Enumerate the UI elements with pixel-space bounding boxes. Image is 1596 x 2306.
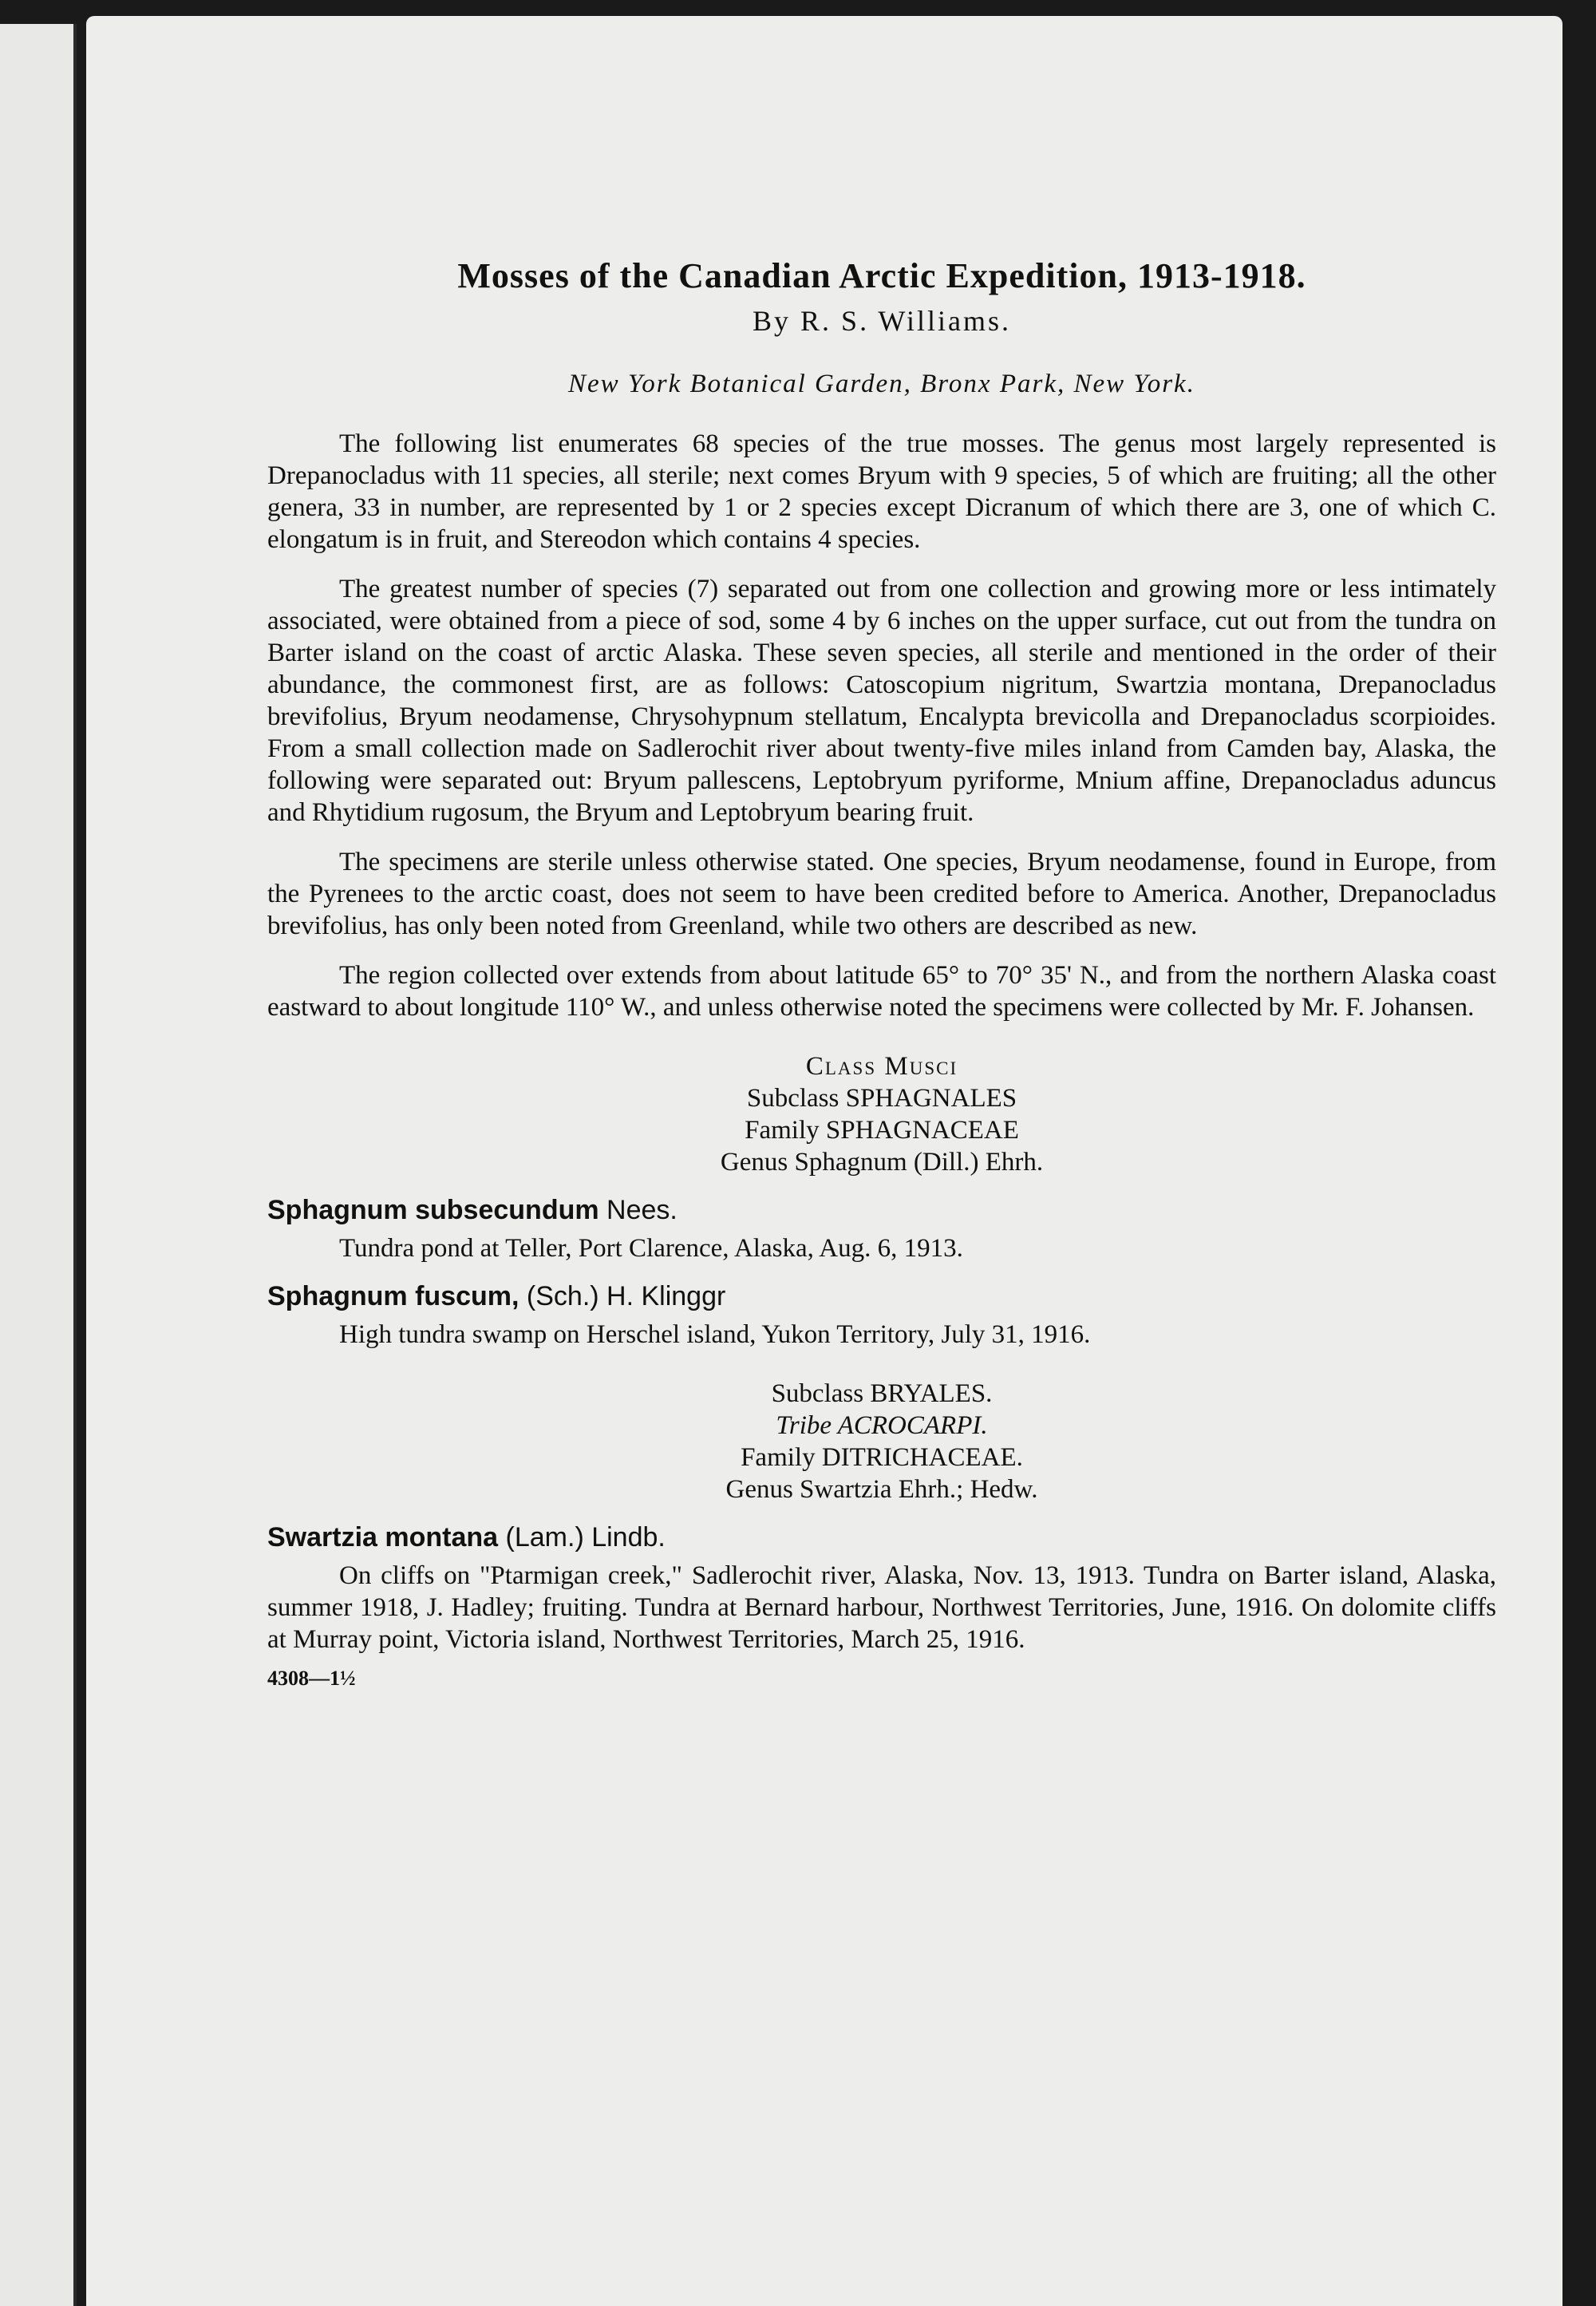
species-entry: [267, 1193, 1496, 1228]
species-name: Swartzia montana: [267, 1522, 499, 1552]
family-heading: Family SPHAGNACEAE: [745, 1116, 1019, 1145]
tribe-heading: Tribe ACROCARPI.: [776, 1411, 988, 1440]
paragraph-region: The region collected over extends from about latitude 65° to 70° 35' N., and from the northern Alaska coast eastward to about longitude 110° W., and unless otherwise noted the specimens were collected by Mr. F. Johansen.: [267, 961, 1496, 1022]
page-content: [267, 255, 1496, 1691]
species-name: Sphagnum fuscum,: [267, 1281, 519, 1311]
paragraph-collection: The greatest number of species (7) separated out from one collection and growing more or less intimately associated, were obtained from a piece of sod, some 4 by 6 inches on the upper surface, cut out from the tundra on Barter island on the coast of arctic Alaska. These seven species, all sterile and mentioned in the order of their abundance, the commonest first, are as follows: Catoscopium nigritum, Swartzia montana, Drepanocladus brevifolius, Bryum neodamense, Chrysohypnum stellatum, Encalypta brevicolla and Drepanocladus scorpioides. From a small collection made on Sadlerochit river about twenty-five miles inland from Camden bay, Alaska, the following were separated out: Bryum pallescens, Leptobryum pyriforme, Mnium affine, Drepanocladus aduncus and Rhytidium rugosum, the Bryum and Leptobryum bearing fruit.: [267, 575, 1496, 827]
species-locality: On cliffs on "Ptarmigan creek," Sadlerochit river, Alaska, Nov. 13, 1913. Tundra on Barter island, Alaska, summer 1918, J. Hadley; fruiting. Tundra at Bernard harbour, Northwest Territories, June, 1916. On dolomite cliffs at Murray point, Victoria island, Northwest Territories, March 25, 1916.: [267, 1561, 1496, 1654]
species-author: Nees.: [606, 1195, 678, 1225]
species-name: Sphagnum subsecundum: [267, 1195, 599, 1225]
author-affiliation: New York Botanical Garden, Bronx Park, New York.: [568, 370, 1195, 398]
family-heading: Family DITRICHACEAE.: [741, 1443, 1023, 1472]
subclass-heading: Subclass BRYALES.: [771, 1379, 993, 1408]
paragraph-intro: The following list enumerates 68 species of the true mosses. The genus most largely represented is Drepanocladus with 11 species, all sterile; next comes Bryum with 9 species, 5 of which are fruiting; all the other genera, 33 in number, are represented by 1 or 2 species except Dicranum of which there are 3, one of which C. elongatum is in fruit, and Stereodon which contains 4 species.: [267, 429, 1496, 554]
article-title: Mosses of the Canadian Arctic Expedition, 1913-1918.: [457, 256, 1306, 295]
paragraph-sterile: The specimens are sterile unless otherwise stated. One species, Bryum neodamense, found in Europe, from the Pyrenees to the arctic coast, does not seem to have been credited before to America. Another, Drepanocladus brevifolius, has only been noted from Greenland, while two others are described as new.: [267, 848, 1496, 940]
author-byline: By R. S. Williams.: [753, 305, 1011, 337]
signature-number: 4308—1½: [267, 1667, 356, 1690]
species-locality: Tundra pond at Teller, Port Clarence, Alaska, Aug. 6, 1913.: [339, 1234, 963, 1263]
genus-heading: Genus Swartzia Ehrh.; Hedw.: [725, 1475, 1038, 1504]
species-author: (Lam.) Lindb.: [505, 1522, 666, 1552]
class-heading: Class Musci: [805, 1052, 958, 1081]
species-author: (Sch.) H. Klinggr: [526, 1281, 726, 1311]
subclass-heading: Subclass SPHAGNALES: [746, 1084, 1017, 1113]
taxonomy-headings-1: [267, 1050, 1496, 1178]
species-locality: High tundra swamp on Herschel island, Yukon Territory, July 31, 1916.: [339, 1320, 1091, 1349]
document-page: [86, 16, 1562, 2306]
species-entry: [267, 1279, 1496, 1314]
taxonomy-headings-2: [267, 1378, 1496, 1505]
adjacent-page-edge: [0, 24, 77, 2306]
genus-heading: Genus Sphagnum (Dill.) Ehrh.: [720, 1148, 1044, 1177]
species-entry: [267, 1520, 1496, 1555]
